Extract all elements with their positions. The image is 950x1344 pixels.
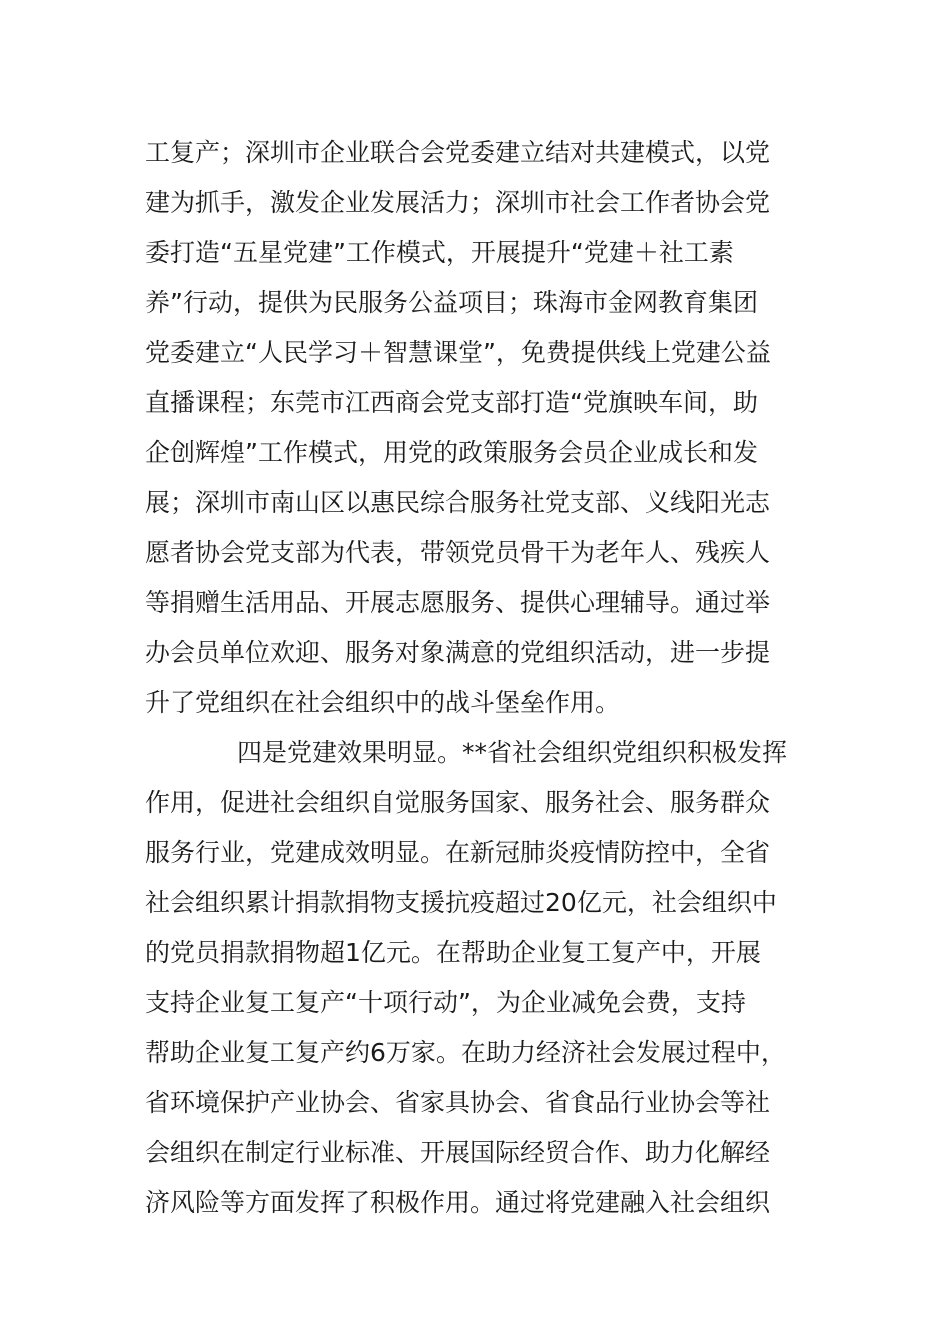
paragraph-2-line-7: 帮助企业复工复产约6万家。在助力经济社会发展过程中， [145, 1038, 786, 1067]
paragraph-1-line-1: 工复产；深圳市企业联合会党委建立结对共建模式，以党 [145, 138, 771, 167]
paragraph-1-line-4: 养”行动，提供为民服务公益项目；珠海市金网教育集团 [145, 288, 758, 317]
paragraph-1-line-3: 委打造“五星党建”工作模式，开展提升“党建＋社工素 [145, 238, 734, 267]
paragraph-1-line-8: 展；深圳市南山区以惠民综合服务社党支部、义线阳光志 [145, 488, 771, 517]
paragraph-1-line-10: 等捐赠生活用品、开展志愿服务、提供心理辅导。通过举 [145, 588, 771, 617]
paragraph-1-line-11: 办会员单位欢迎、服务对象满意的党组织活动，进一步提 [145, 638, 771, 667]
paragraph-1-line-12: 升了党组织在社会组织中的战斗堡垒作用。 [145, 688, 621, 717]
paragraph-1-line-9: 愿者协会党支部为代表，带领党员骨干为老年人、残疾人 [145, 538, 771, 567]
paragraph-2-line-5: 的党员捐款捐物超1亿元。在帮助企业复工复产中，开展 [145, 938, 761, 967]
paragraph-1-line-7: 企创辉煌”工作模式，用党的政策服务会员企业成长和发 [145, 438, 758, 467]
paragraph-2-line-9: 会组织在制定行业标准、开展国际经贸合作、助力化解经 [145, 1138, 771, 1167]
paragraph-2-line-4: 社会组织累计捐款捐物支援抗疫超过20亿元，社会组织中 [145, 888, 777, 917]
paragraph-1-line-2: 建为抓手，激发企业发展活力；深圳市社会工作者协会党 [145, 188, 771, 217]
paragraph-1-line-5: 党委建立“人民学习＋智慧课堂”，免费提供线上党建公益 [145, 338, 771, 367]
paragraph-2-line-6: 支持企业复工复产“十项行动”，为企业减免会费，支持 [145, 988, 746, 1017]
paragraph-2-line-3: 服务行业，党建成效明显。在新冠肺炎疫情防控中，全省 [145, 838, 771, 867]
paragraph-2-line-2: 作用，促进社会组织自觉服务国家、服务社会、服务群众 [145, 788, 771, 817]
paragraph-2-line-8: 省环境保护产业协会、省家具协会、省食品行业协会等社 [145, 1088, 771, 1117]
paragraph-1-line-6: 直播课程；东莞市江西商会党支部打造“党旗映车间，助 [145, 388, 758, 417]
paragraph-2-line-10: 济风险等方面发挥了积极作用。通过将党建融入社会组织 [145, 1188, 771, 1217]
paragraph-2-line-1: 四是党建效果明显。**省社会组织党组织积极发挥 [237, 738, 788, 767]
